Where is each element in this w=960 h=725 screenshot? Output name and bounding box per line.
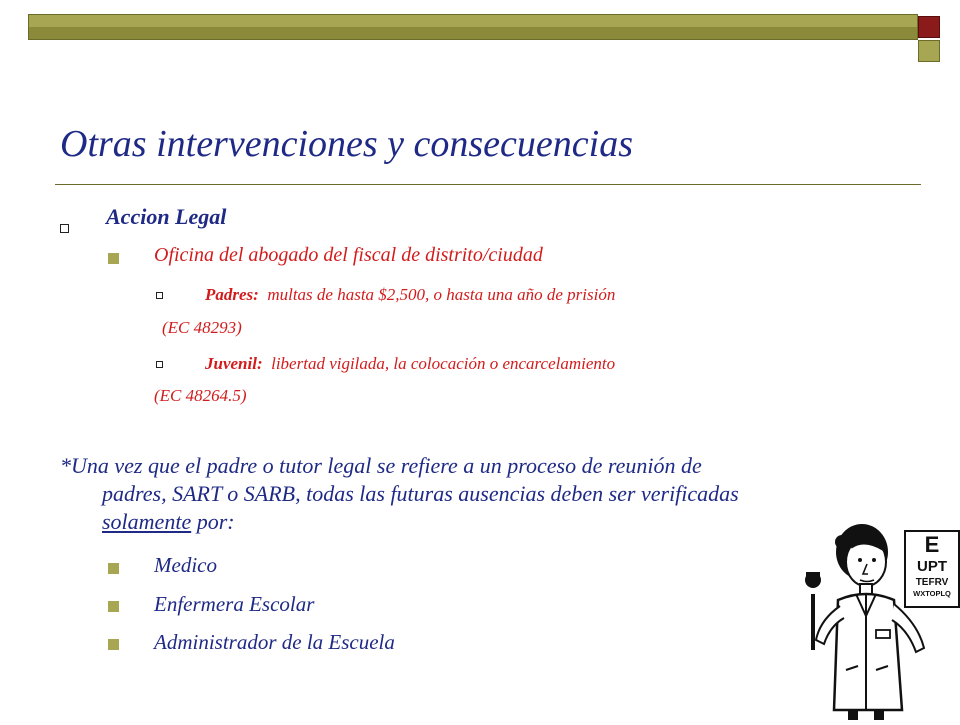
top-decoration-bar [28,14,918,40]
filled-square-bullet [108,563,119,574]
hollow-square-bullet [60,224,69,233]
filled-square-bullet [108,601,119,612]
verifier-enfermera: Enfermera Escolar [154,592,315,616]
slide-title: Otras intervenciones y consecuencias [60,123,633,165]
juvenil-label: Juvenil: [205,354,263,373]
verifier-administrador: Administrador de la Escuela [154,630,395,654]
note-line-3-rest: por: [191,509,235,534]
accion-legal-heading: Accion Legal [106,204,227,229]
eye-chart-row-3: TEFRV [915,577,949,588]
doctor-illustration [790,520,960,720]
eye-chart-row-4: WXTOPLQ [913,589,951,598]
note-underlined-word: solamente [102,509,192,534]
corner-square-red [918,16,940,38]
eye-chart-row-1: E [924,532,940,557]
padres-label: Padres: [205,285,259,304]
juvenil-text: libertad vigilada, la colocación o encarcelamiento [271,354,616,373]
corner-square-olive [918,40,940,62]
juvenil-item [205,354,615,374]
note-paragraph [60,452,860,536]
padres-item [205,285,615,305]
filled-square-bullet [108,253,119,264]
eye-chart-row-2: UPT [917,558,947,575]
padres-text: multas de hasta $2,500, o hasta una año de prisión [267,285,616,304]
oficina-item: Oficina del abogado del fiscal de distrito/ciudad [154,244,543,266]
note-line-2: padres, SART o SARB, todas las futuras ausencias deben ser verificadas [102,481,739,506]
title-divider [55,184,921,185]
hollow-square-bullet [156,292,163,299]
verifier-medico: Medico [154,553,217,577]
padres-code: (EC 48293) [162,318,242,337]
doctor-icon [790,520,960,720]
note-line-1: *Una vez que el padre o tutor legal se refiere a un proceso de reunión de [60,453,702,478]
filled-square-bullet [108,639,119,650]
note-line-3 [60,508,860,536]
juvenil-code: (EC 48264.5) [154,386,247,405]
hollow-square-bullet [156,361,163,368]
